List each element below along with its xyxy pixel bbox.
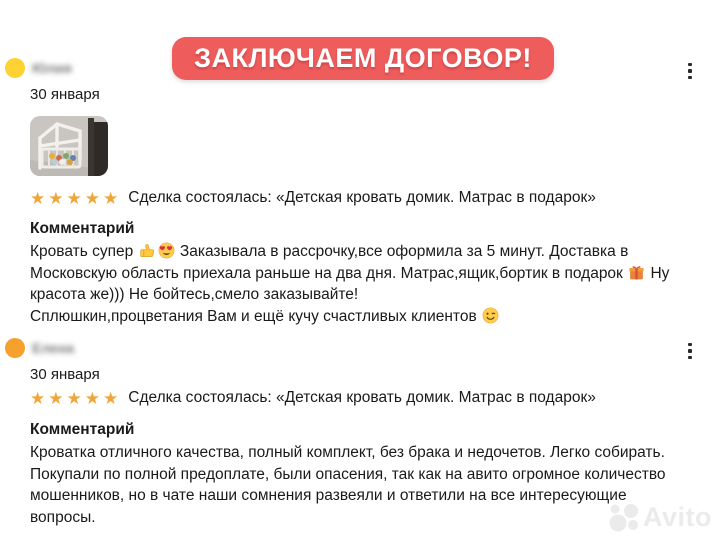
star-icon: ★ bbox=[84, 188, 100, 208]
star-icon: ★ bbox=[48, 188, 64, 208]
deal-status-row bbox=[30, 189, 720, 207]
avito-watermark bbox=[608, 501, 712, 533]
star-icon: ★ bbox=[48, 388, 64, 408]
review-item bbox=[0, 57, 720, 327]
star-rating bbox=[30, 390, 118, 407]
comment-text: Кровать супер Заказывала в рассрочку,все оформила за 5 минут. Доставка в Московскую область приехала раньше на два дня. Матрас,ящик,бортик в подарок Ну красота же))) Не бойтесь,смело заказывайте! Сплюшкин,процветания Вам и ещё кучу счастливых клиентов bbox=[30, 243, 670, 325]
review-photo-thumbnail[interactable] bbox=[30, 116, 108, 176]
star-icon: ★ bbox=[103, 188, 119, 208]
star-icon: ★ bbox=[66, 388, 82, 408]
star-icon: ★ bbox=[84, 388, 100, 408]
review-menu-button[interactable] bbox=[682, 60, 698, 82]
reviewer-name[interactable]: Елена bbox=[32, 340, 75, 356]
reviewer-avatar[interactable] bbox=[5, 58, 25, 78]
review-header bbox=[5, 57, 720, 79]
avito-watermark-text: Avito bbox=[643, 501, 712, 532]
reviewer-avatar[interactable] bbox=[5, 338, 25, 358]
comment-label: Комментарий bbox=[30, 220, 135, 237]
review-date: 30 января bbox=[30, 86, 100, 103]
gift-emoji bbox=[628, 264, 645, 281]
deal-status-text: Сделка состоялась: «Детская кровать домик. Матрас в подарок» bbox=[128, 189, 596, 206]
review-menu-button[interactable] bbox=[682, 340, 698, 362]
star-icon: ★ bbox=[66, 188, 82, 208]
thumbs-up-emoji bbox=[139, 242, 156, 259]
review-header bbox=[5, 337, 720, 359]
wink-emoji bbox=[482, 307, 499, 324]
review-item bbox=[0, 337, 720, 528]
star-icon: ★ bbox=[30, 188, 46, 208]
review-date: 30 января bbox=[30, 366, 100, 383]
deal-status-row bbox=[30, 389, 720, 407]
star-icon: ★ bbox=[30, 388, 46, 408]
house-bed-photo bbox=[30, 116, 108, 176]
star-icon: ★ bbox=[103, 388, 119, 408]
deal-status-text: Сделка состоялась: «Детская кровать домик. Матрас в подарок» bbox=[128, 389, 596, 406]
comment-text: Кроватка отличного качества, полный комплект, без брака и недочетов. Легко собирать. Покупали по полной предоплате, были опасения, так как на авито огромное количество мошенников, но в чате наши сомнения развеяли и ответили на все интересующие вопросы. bbox=[30, 444, 666, 526]
promo-banner-text: ЗАКЛЮЧАЕМ ДОГОВОР! bbox=[194, 43, 532, 73]
star-rating bbox=[30, 190, 118, 207]
reviewer-name[interactable]: Юлия bbox=[32, 60, 72, 76]
heart-eyes-emoji bbox=[158, 242, 175, 259]
comment-label: Комментарий bbox=[30, 421, 135, 438]
avito-logo-icon bbox=[608, 501, 640, 533]
